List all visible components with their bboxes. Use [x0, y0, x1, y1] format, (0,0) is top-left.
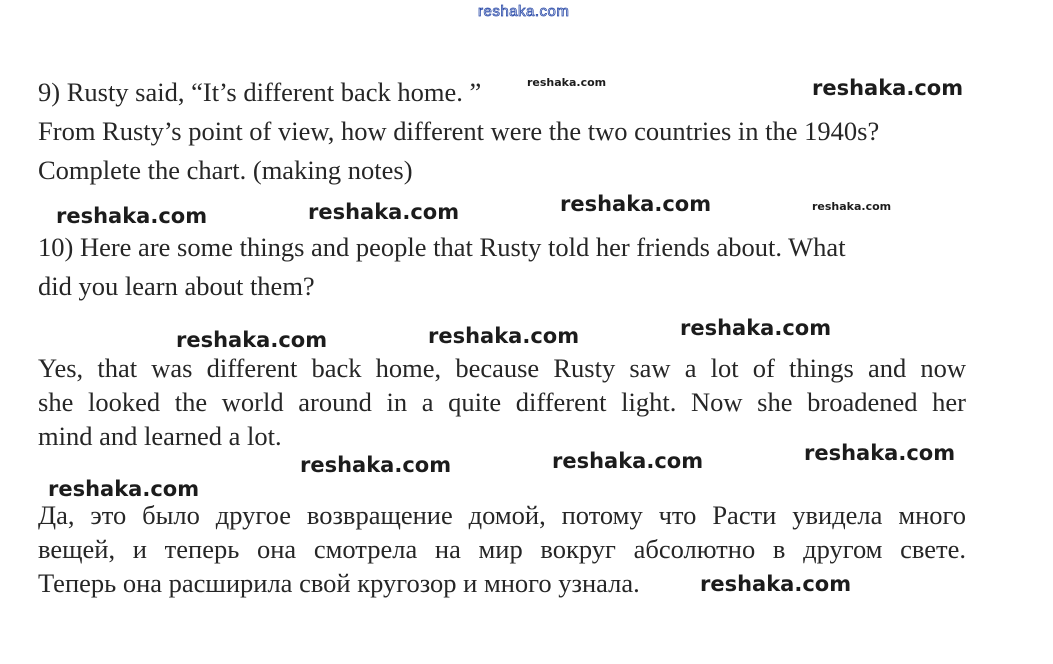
watermark: reshaka.com: [56, 204, 208, 228]
q10-line-2: did you learn about them?: [38, 271, 315, 301]
watermark: reshaka.com: [48, 477, 200, 501]
watermark: reshaka.com: [552, 449, 704, 473]
answer-en-line-3: mind and learned a lot.: [38, 421, 282, 451]
q10-line-1: 10) Here are some things and people that Rusty told her friends about. What: [38, 232, 846, 262]
answer-en-line-2: she looked the world around in a quite different light. Now she broadened her: [38, 387, 966, 417]
site-header-link[interactable]: reshaka.com: [478, 3, 570, 20]
watermark: reshaka.com: [812, 200, 892, 213]
watermark: reshaka.com: [428, 324, 580, 348]
watermark: reshaka.com: [560, 192, 712, 216]
answer-ru-line-1: Да, это было другое возвращение домой, потому что Расти увидела много: [38, 500, 966, 530]
q9-line-2: From Rusty’s point of view, how different were the two countries in the 1940s?: [38, 116, 880, 146]
q9-line-1: 9) Rusty said, “It’s different back home. ”: [38, 77, 482, 107]
watermark: reshaka.com: [804, 441, 956, 465]
watermark: reshaka.com: [527, 76, 607, 89]
watermark: reshaka.com: [308, 200, 460, 224]
watermark: reshaka.com: [680, 316, 832, 340]
answer-en-line-1: Yes, that was different back home, because Rusty saw a lot of things and now: [38, 353, 966, 383]
q9-line-3: Complete the chart. (making notes): [38, 155, 413, 185]
watermark: reshaka.com: [176, 328, 328, 352]
answer-ru-line-2: вещей, и теперь она смотрела на мир вокруг абсолютно в другом свете.: [38, 534, 966, 564]
watermark: reshaka.com: [700, 572, 852, 596]
watermark: reshaka.com: [812, 76, 964, 100]
watermark: reshaka.com: [300, 453, 452, 477]
answer-ru-line-3: Теперь она расширила свой кругозор и много узнала.: [38, 568, 640, 598]
